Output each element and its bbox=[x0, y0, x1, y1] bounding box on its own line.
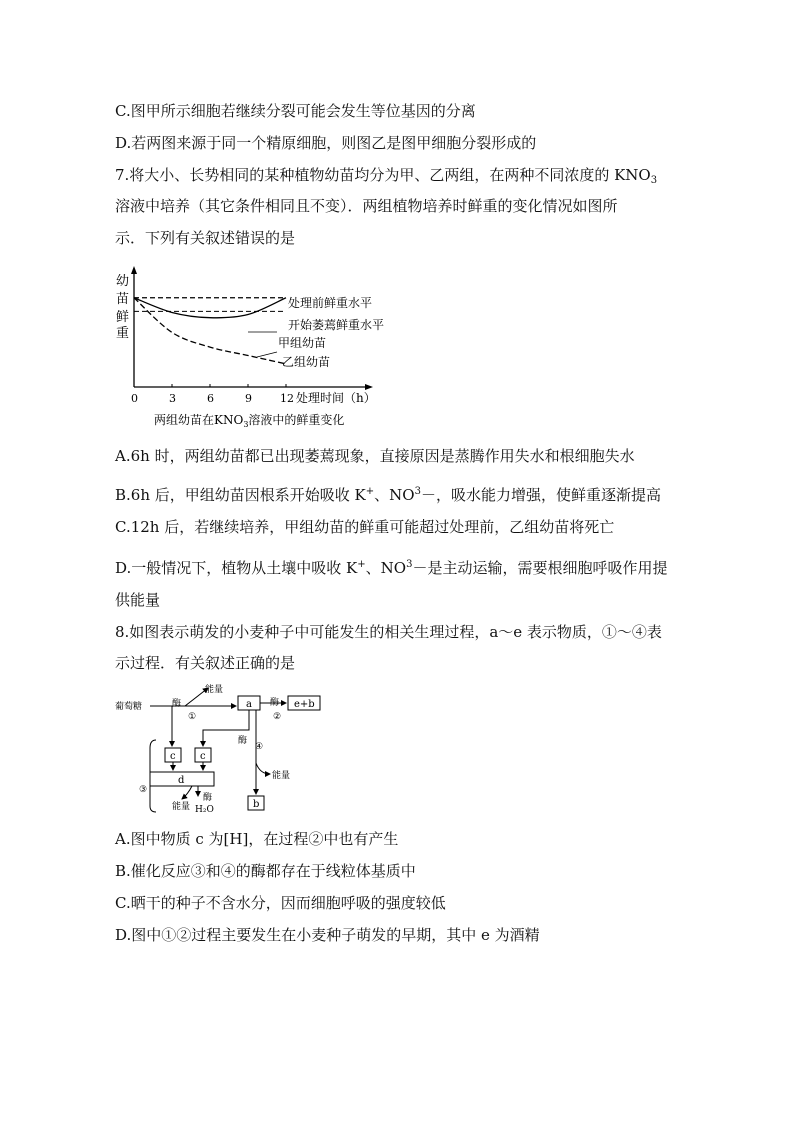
label-glucose: 葡萄糖 bbox=[115, 702, 143, 712]
y-axis-arrow bbox=[131, 266, 137, 274]
label-jia: 甲组幼苗 bbox=[278, 336, 327, 350]
label-enzyme-4: 酶 bbox=[238, 736, 248, 746]
box-d-label: d bbox=[178, 775, 185, 786]
respiration-diagram bbox=[110, 678, 350, 813]
y-label-2: 苗 bbox=[116, 292, 130, 307]
arrow-d-energy bbox=[182, 786, 192, 799]
label-energy-3: 能量 bbox=[172, 802, 191, 812]
q7-stem-line3: 示．下列有关叙述错误的是 bbox=[115, 229, 296, 247]
subscript: 3 bbox=[650, 175, 658, 186]
y-label-3: 鲜 bbox=[116, 310, 130, 325]
label-energy-1: 能量 bbox=[205, 685, 224, 695]
label-before: 处理前鲜重水平 bbox=[288, 296, 373, 310]
q8-option-d: D.图中①②过程主要发生在小麦种子萌发的早期，其中 e 为酒精 bbox=[115, 926, 540, 944]
box-e-b-label: e+b bbox=[294, 699, 315, 710]
fresh-weight-chart bbox=[110, 262, 410, 432]
box-c-right-label: c bbox=[200, 751, 206, 762]
box-b-label: b bbox=[253, 799, 260, 810]
label-energy-4: 能量 bbox=[272, 771, 291, 781]
box-c-left-label: c bbox=[170, 751, 176, 762]
label-wilt: 开始萎蔫鲜重水平 bbox=[288, 318, 385, 332]
q7-option-a: A.6h 时，两组幼苗都已出现萎蔫现象，直接原因是蒸腾作用失水和根细胞失水 bbox=[115, 447, 635, 465]
q8-option-c: C.晒干的种子不含水分，因而细胞呼吸的强度较低 bbox=[115, 894, 446, 912]
q7-option-b: B.6h 后，甲组幼苗因根系开始吸收 K+、$NO^3-$，吸水能力增强，使鲜重逐渐提高 bbox=[115, 486, 661, 504]
x-tick-label: 9 bbox=[245, 392, 252, 405]
arrow-energy-1 bbox=[185, 688, 208, 706]
q8-stem-line1: 8.如图表示萌发的小麦种子中可能发生的相关生理过程，a～e 表示物质，①～④表 bbox=[115, 623, 662, 641]
x-tick-label: 3 bbox=[169, 392, 176, 405]
q7-stem-line2: 溶液中培养（其它条件相同且不变）．两组植物培养时鲜重的变化情况如图所 bbox=[115, 197, 618, 215]
label-enzyme-1: 酶 bbox=[172, 699, 182, 709]
q7-option-d-cont: 供能量 bbox=[115, 591, 161, 609]
q7-option-c: C.12h 后，若继续培养，甲组幼苗的鲜重可能超过处理前，乙组幼苗将死亡 bbox=[115, 518, 615, 536]
label-step-2: ② bbox=[273, 712, 282, 722]
q7-option-d: D.一般情况下，植物从土壤中吸收 K+、$NO^3-$是主动运输，需要根细胞呼吸作用提 bbox=[115, 559, 668, 577]
x-axis-label: 处理时间（h） bbox=[296, 391, 376, 405]
label-enzyme-3: 酶 bbox=[203, 793, 213, 803]
q8-stem-line2: 示过程．有关叙述正确的是 bbox=[115, 654, 296, 672]
label-step-1: ① bbox=[188, 712, 197, 722]
x-tick-label: 12 bbox=[280, 392, 294, 405]
chart-caption: 两组幼苗在$KNO_3$溶液中的鲜重变化 bbox=[154, 413, 345, 429]
q7-stem-line1: 7.将大小、长势相同的某种植物幼苗均分为甲、乙两组，在两种不同浓度的 $KNO_3$ bbox=[115, 166, 658, 186]
arrow-energy-4 bbox=[256, 763, 270, 774]
x-tick-label: 0 bbox=[131, 392, 138, 405]
label-yi: 乙组幼苗 bbox=[282, 355, 331, 369]
box-a-label: a bbox=[246, 699, 252, 710]
label-water: H₂O bbox=[195, 805, 214, 813]
y-label-4: 重 bbox=[116, 326, 130, 341]
x-tick-label: 6 bbox=[207, 392, 214, 405]
leader-line-yi bbox=[257, 352, 277, 357]
y-label-1: 幼 bbox=[116, 274, 130, 289]
q6-option-d: D.若两图来源于同一个精原细胞，则图乙是图甲细胞分裂形成的 bbox=[115, 134, 537, 152]
label-step-3: ③ bbox=[139, 785, 148, 795]
series-line-jia bbox=[134, 298, 286, 318]
q8-option-a: A.图中物质 c 为[H]，在过程②中也有产生 bbox=[115, 830, 399, 848]
label-step-4: ④ bbox=[255, 742, 264, 752]
x-axis-arrow bbox=[365, 384, 373, 390]
q8-option-b: B.催化反应③和④的酶都存在于线粒体基质中 bbox=[115, 862, 416, 880]
label-enzyme-2: 酶 bbox=[270, 698, 280, 708]
q6-option-c: C.图甲所示细胞若继续分裂可能会发生等位基因的分离 bbox=[115, 102, 476, 120]
